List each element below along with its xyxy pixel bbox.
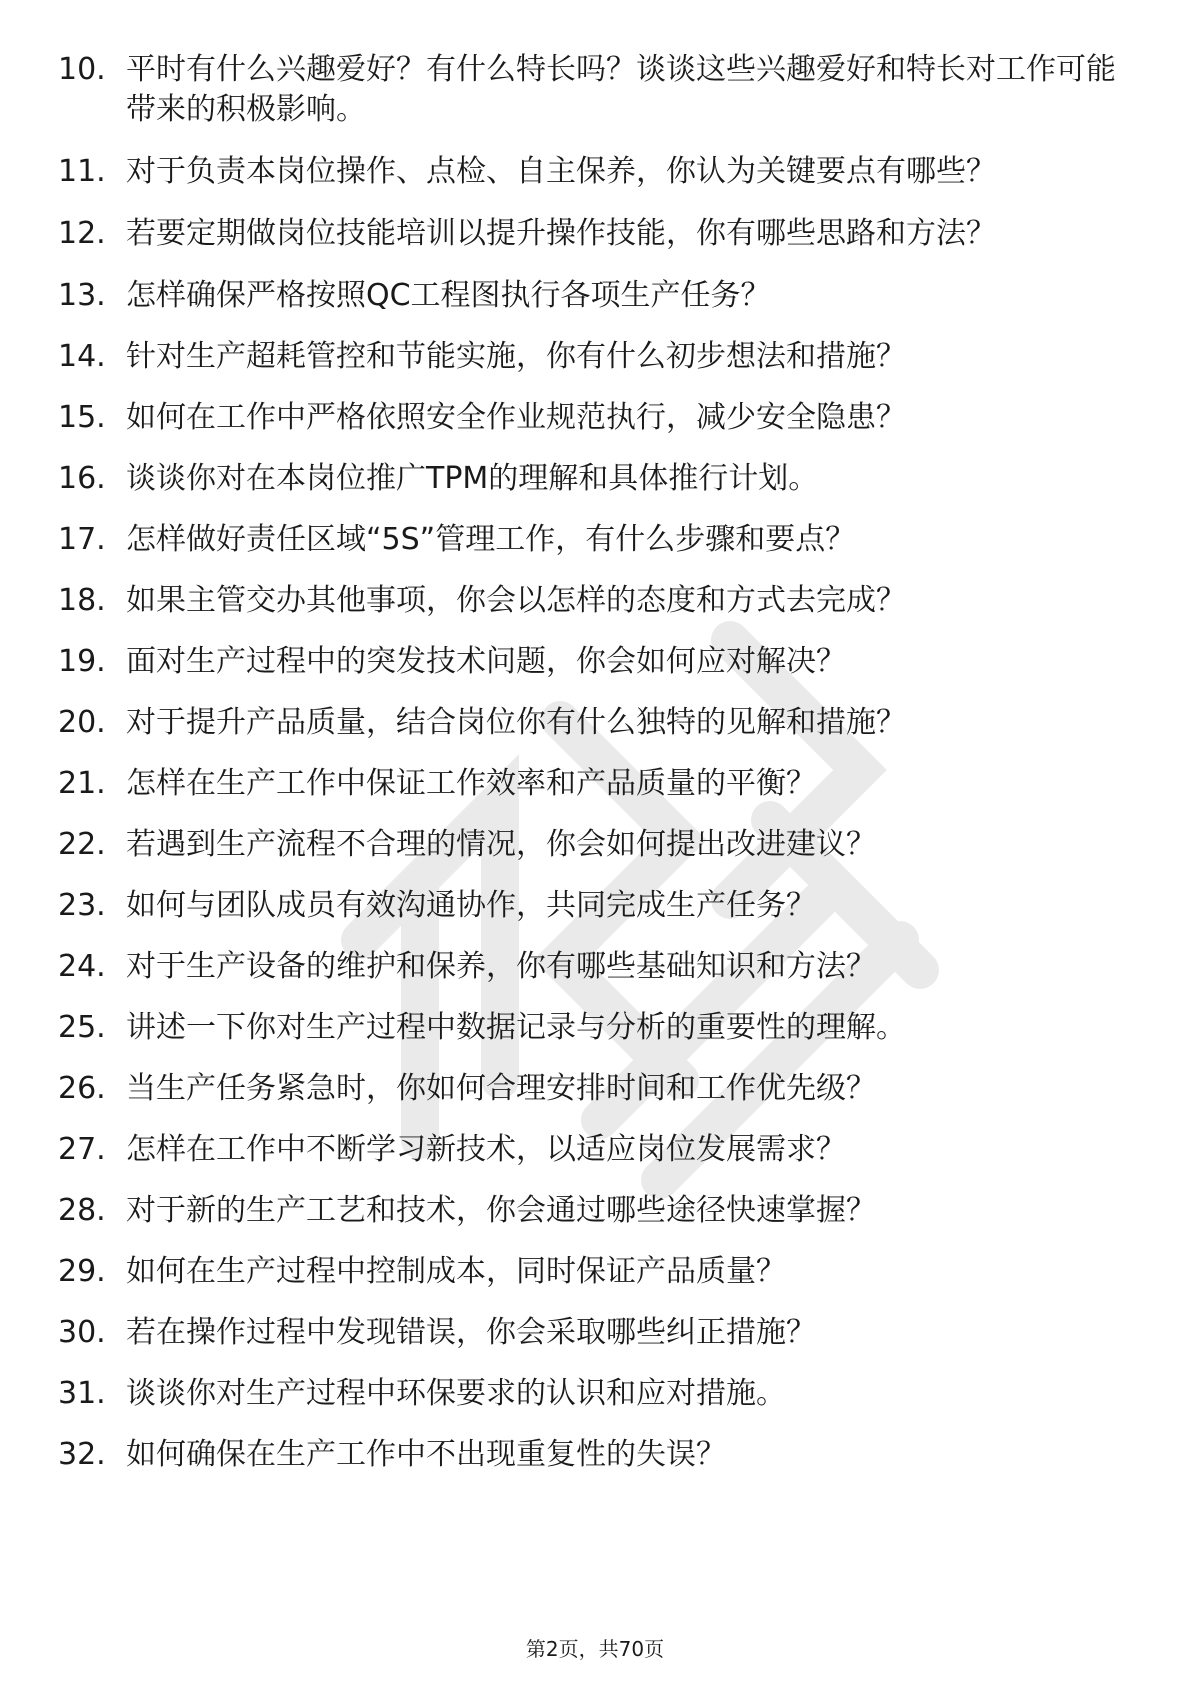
question-item	[58, 398, 1138, 438]
question-item	[58, 581, 1138, 621]
question-item	[58, 152, 1138, 192]
question-item	[58, 1130, 1138, 1170]
question-item	[58, 947, 1138, 987]
question-number: 15.	[58, 400, 106, 435]
question-number: 17.	[58, 522, 106, 557]
question-item	[58, 1374, 1138, 1414]
question-item	[58, 276, 1138, 316]
question-item	[58, 642, 1138, 682]
question-text: 对于提升产品质量，结合岗位你有什么独特的见解和措施？	[126, 705, 906, 740]
question-text: 平时有什么兴趣爱好？有什么特长吗？谈谈这些兴趣爱好和特长对工作可能带来的积极影响。	[126, 52, 1116, 127]
question-number: 25.	[58, 1010, 106, 1045]
question-item	[58, 459, 1138, 499]
question-number: 14.	[58, 339, 106, 374]
question-item	[58, 50, 1138, 130]
question-number: 10.	[58, 52, 106, 87]
question-item	[58, 1191, 1138, 1231]
question-text: 若在操作过程中发现错误，你会采取哪些纠正措施？	[126, 1315, 816, 1350]
question-number: 32.	[58, 1437, 106, 1472]
question-number: 19.	[58, 644, 106, 679]
question-number: 28.	[58, 1193, 106, 1228]
question-number: 16.	[58, 461, 106, 496]
question-number: 27.	[58, 1132, 106, 1167]
question-number: 26.	[58, 1071, 106, 1106]
question-item	[58, 520, 1138, 560]
question-number: 22.	[58, 827, 106, 862]
question-item	[58, 337, 1138, 377]
question-number: 12.	[58, 216, 106, 251]
question-number: 24.	[58, 949, 106, 984]
question-text: 谈谈你对在本岗位推广TPM的理解和具体推行计划。	[126, 461, 819, 496]
question-text: 如何在工作中严格依照安全作业规范执行，减少安全隐患？	[126, 400, 906, 435]
question-text: 对于生产设备的维护和保养，你有哪些基础知识和方法？	[126, 949, 876, 984]
question-text: 怎样在生产工作中保证工作效率和产品质量的平衡？	[126, 766, 816, 801]
question-list	[58, 50, 1138, 1496]
question-text: 面对生产过程中的突发技术问题，你会如何应对解决？	[126, 644, 846, 679]
question-item	[58, 1313, 1138, 1353]
question-number: 29.	[58, 1254, 106, 1289]
question-text: 怎样在工作中不断学习新技术，以适应岗位发展需求？	[126, 1132, 846, 1167]
question-number: 18.	[58, 583, 106, 618]
question-number: 13.	[58, 278, 106, 313]
question-text: 如何在生产过程中控制成本，同时保证产品质量？	[126, 1254, 786, 1289]
question-number: 21.	[58, 766, 106, 801]
question-text: 对于负责本岗位操作、点检、自主保养，你认为关键要点有哪些？	[126, 154, 996, 189]
question-item	[58, 1008, 1138, 1048]
question-text: 当生产任务紧急时，你如何合理安排时间和工作优先级？	[126, 1071, 876, 1106]
question-item	[58, 764, 1138, 804]
question-item	[58, 214, 1138, 254]
question-number: 20.	[58, 705, 106, 740]
question-text: 若要定期做岗位技能培训以提升操作技能，你有哪些思路和方法？	[126, 216, 996, 251]
question-text: 讲述一下你对生产过程中数据记录与分析的重要性的理解。	[126, 1010, 906, 1045]
question-item	[58, 703, 1138, 743]
question-item	[58, 1252, 1138, 1292]
question-number: 23.	[58, 888, 106, 923]
question-number: 11.	[58, 154, 106, 189]
question-item	[58, 825, 1138, 865]
question-text: 如果主管交办其他事项，你会以怎样的态度和方式去完成？	[126, 583, 906, 618]
question-item	[58, 1069, 1138, 1109]
question-text: 如何确保在生产工作中不出现重复性的失误？	[126, 1437, 726, 1472]
question-item	[58, 1435, 1138, 1475]
question-text: 针对生产超耗管控和节能实施，你有什么初步想法和措施？	[126, 339, 906, 374]
question-number: 30.	[58, 1315, 106, 1350]
question-text: 如何与团队成员有效沟通协作，共同完成生产任务？	[126, 888, 816, 923]
question-number: 31.	[58, 1376, 106, 1411]
page-footer: 第2页，共70页	[525, 1637, 665, 1661]
question-text: 怎样做好责任区域“5S”管理工作，有什么步骤和要点？	[126, 522, 856, 557]
question-item	[58, 886, 1138, 926]
question-text: 怎样确保严格按照QC工程图执行各项生产任务？	[126, 278, 771, 313]
question-text: 若遇到生产流程不合理的情况，你会如何提出改进建议？	[126, 827, 876, 862]
question-text: 对于新的生产工艺和技术，你会通过哪些途径快速掌握？	[126, 1193, 876, 1228]
question-text: 谈谈你对生产过程中环保要求的认识和应对措施。	[126, 1376, 786, 1411]
